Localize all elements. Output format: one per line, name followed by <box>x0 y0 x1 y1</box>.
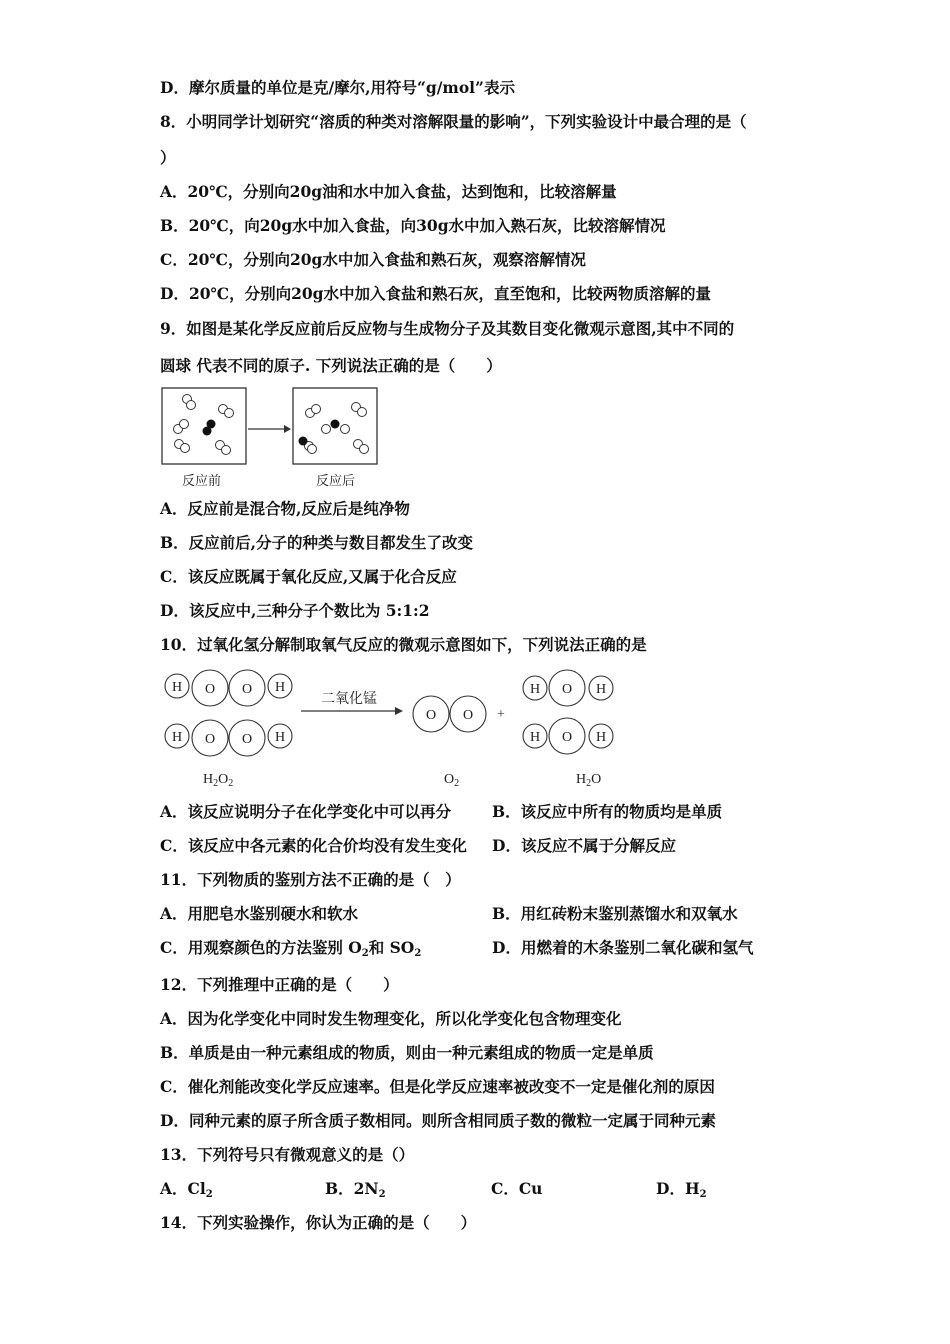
q13-option-c: C．Cu <box>491 1179 543 1198</box>
q11-option-a: A．用肥皂水鉴别硬水和软水 <box>160 904 359 923</box>
q9-option-c: C．该反应既属于氧化反应,又属于化合反应 <box>160 567 457 586</box>
before-black-molecule <box>203 420 216 436</box>
q8-option-b: B．20℃，向20g水中加入食盐，向30g水中加入熟石灰，比较溶解情况 <box>160 216 666 235</box>
q8-stem-end: ） <box>160 148 176 167</box>
hydrogen-atom-label: H <box>595 682 607 697</box>
before-molecules <box>174 395 234 455</box>
q11-option-c: C．用观察颜色的方法鉴别 $O_2$和 $SO_2$ <box>160 938 422 959</box>
plus-sign: + <box>497 707 505 722</box>
h2o-label: $H_2O$ <box>576 772 602 789</box>
catalyst-arrow-head <box>395 707 403 715</box>
o2-label: $O_2$ <box>444 772 460 789</box>
q9-option-b: B．反应前后,分子的种类与数目都发生了改变 <box>160 533 473 552</box>
q10-stem: 10．过氧化氢分解制取氧气反应的微观示意图如下，下列说法正确的是 <box>160 635 647 654</box>
q10-option-b: B．该反应中所有的物质均是单质 <box>492 802 723 821</box>
hydrogen-atom-label: H <box>274 680 286 695</box>
after-black-atoms <box>299 420 340 446</box>
q13-option-d: D．$H_2$ <box>656 1179 707 1200</box>
q11-option-d: D．用燃着的木条鉴别二氧化碳和氢气 <box>492 938 754 957</box>
oxygen-atom-label: O <box>241 732 253 747</box>
q9-stem-2: 圆球 代表不同的原子. 下列说法正确的是（ ） <box>160 356 502 375</box>
q10-option-d: D．该反应不属于分解反应 <box>492 836 676 855</box>
hydrogen-atom-label: H <box>529 682 541 697</box>
q11-option-b: B．用红砖粉末鉴别蒸馏水和双氧水 <box>492 904 738 923</box>
q9-option-d: D．该反应中,三种分子个数比为 5:1:2 <box>160 601 430 620</box>
oxygen-atom-label: O <box>425 708 437 723</box>
q9-option-a: A．反应前是混合物,反应后是纯净物 <box>160 499 410 518</box>
oxygen-atom-label: O <box>561 730 573 745</box>
before-label: 反应前 <box>182 474 222 489</box>
q12-option-a: A．因为化学变化中同时发生物理变化，所以化学变化包含物理变化 <box>160 1009 622 1028</box>
q8-option-a: A．20℃，分别向20g油和水中加入食盐，达到饱和，比较溶解量 <box>160 182 617 201</box>
oxygen-atom-label: O <box>561 682 573 697</box>
q9-stem: 9．如图是某化学反应前后反应物与生成物分子及其数目变化微观示意图,其中不同的 <box>160 319 735 338</box>
q14-stem: 14．下列实验操作，你认为正确的是（ ） <box>160 1213 477 1232</box>
q12-option-d: D．同种元素的原子所含质子数相同。则所含相同质子数的微粒一定属于同种元素 <box>160 1111 716 1130</box>
after-label: 反应后 <box>316 474 356 489</box>
q10-reaction-figure <box>155 664 635 794</box>
q7-option-d: D．摩尔质量的单位是克/摩尔,用符号“g/mol”表示 <box>160 78 515 97</box>
hydrogen-atom-label: H <box>171 730 183 745</box>
hydrogen-atom-label: H <box>529 730 541 745</box>
q13-option-b: B．$2N_2$ <box>325 1179 386 1200</box>
h2o2-molecule-2 <box>165 720 292 756</box>
hydrogen-atom-label: H <box>274 730 286 745</box>
q10-option-a: A．该反应说明分子在化学变化中可以再分 <box>160 802 452 821</box>
q9-reaction-figure <box>160 386 390 490</box>
reaction-arrow-head <box>284 425 291 433</box>
oxygen-atom-label: O <box>204 732 216 747</box>
q13-stem: 13．下列符号只有微观意义的是（） <box>160 1145 415 1164</box>
q13-option-a: A．$Cl_2$ <box>160 1179 213 1200</box>
h2o2-label: $H_2O_2$ <box>203 772 234 789</box>
oxygen-atom-label: O <box>241 682 253 697</box>
q12-option-c: C．催化剂能改变化学反应速率。但是化学反应速率被改变不一定是催化剂的原因 <box>160 1077 715 1096</box>
q8-option-d: D．20℃，分别向20g水中加入食盐和熟石灰，直至饱和，比较两物质溶解的量 <box>160 284 711 303</box>
hydrogen-atom-label: H <box>171 680 183 695</box>
h2o2-molecule-1 <box>165 670 292 706</box>
q8-stem: 8．小明同学计划研究“溶质的种类对溶解限量的影响”，下列实验设计中最合理的是（ <box>160 112 747 131</box>
q10-diagram <box>155 664 635 764</box>
q10-option-c: C．该反应中各元素的化合价均没有发生变化 <box>160 836 467 855</box>
oxygen-atom-label: O <box>204 682 216 697</box>
q11-stem: 11．下列物质的鉴别方法不正确的是（ ） <box>160 870 461 889</box>
o2-molecule <box>413 696 486 732</box>
catalyst-label: 二氧化锰 <box>321 691 377 707</box>
q8-option-c: C．20℃，分别向20g水中加入食盐和熟石灰，观察溶解情况 <box>160 250 586 269</box>
hydrogen-atom-label: H <box>595 730 607 745</box>
q12-stem: 12．下列推理中正确的是（ ） <box>160 975 399 994</box>
oxygen-atom-label: O <box>462 708 474 723</box>
q12-option-b: B．单质是由一种元素组成的物质，则由一种元素组成的物质一定是单质 <box>160 1043 654 1062</box>
